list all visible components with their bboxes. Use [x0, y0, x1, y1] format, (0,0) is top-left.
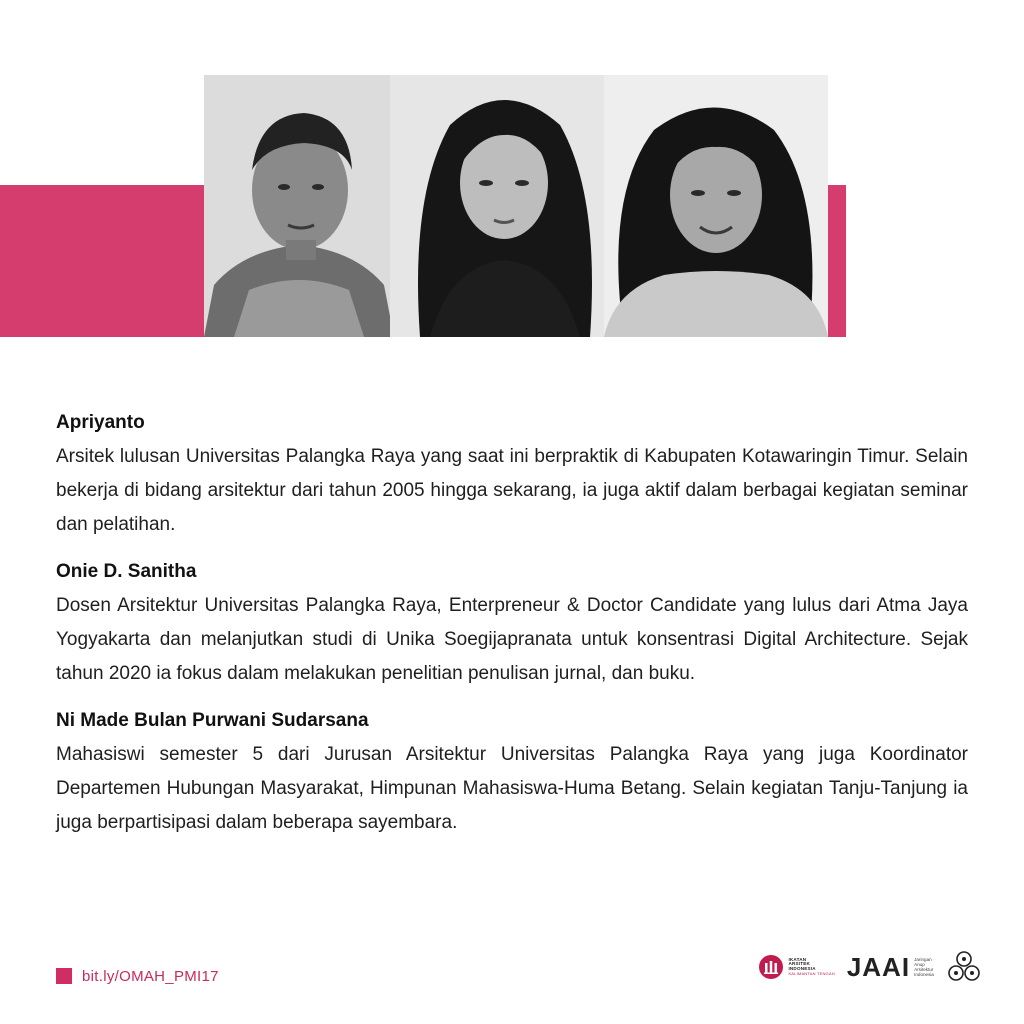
jaai-tag-4: Indonesia: [914, 972, 934, 978]
iai-line-3: INDONESIA: [788, 965, 816, 971]
jaai-logo: [847, 952, 934, 983]
iai-emblem-icon: [758, 954, 784, 980]
jaai-tag-1: Jaringan: [914, 956, 932, 962]
bio-apriyanto: [56, 406, 968, 542]
iai-line-2: ARSITEK: [788, 961, 811, 967]
partner-logos: [758, 944, 982, 990]
bio-text: Arsitek lulusan Universitas Palangka Raya yang saat ini berpraktik di Kabupaten Kotawaringin Timur. Selain bekerja di bidang arsitektur dari tahun 2005 hingga sekarang, ia juga aktif dalam berbagai kegiatan seminar dan pelatihan.: [56, 446, 968, 535]
jaai-tag-3: Arsitektur: [914, 967, 934, 972]
jaai-wordmark: JAAI: [846, 951, 911, 982]
bio-text: Dosen Arsitektur Universitas Palangka Raya, Enterpreneur & Doctor Candidate yang lulus dari Atma Jaya Yogyakarta dan melanjutkan studi di Unika Soegijapranata untuk konsentrasi Digital Architecture. Sejak tahun 2020 ia fokus dalam melakukan penelitian penulisan jurnal, dan buku.: [56, 595, 968, 684]
bio-name: Apriyanto: [56, 412, 145, 433]
bio-text: Mahasiswi semester 5 dari Jurusan Arsitektur Universitas Palangka Raya yang juga Koordinator Departemen Hubungan Masyarakat, Himpunan Mahasiswa-Huma Betang. Selain kegiatan Tanju-Tanjung ia juga berpartisipasi dalam beberapa sayembara.: [56, 744, 968, 833]
speaker-bios: [56, 406, 968, 853]
link-square-icon: [56, 968, 72, 984]
bio-ni-made: [56, 704, 968, 840]
omah-triple-circle-icon: [946, 949, 982, 985]
iai-line-1: IKATAN: [788, 956, 807, 962]
iai-sub: KALIMANTAN TENGAH: [788, 971, 835, 977]
speaker-photos: [204, 75, 832, 337]
footer-link[interactable]: [56, 966, 219, 986]
bio-onie: [56, 555, 968, 691]
registration-link[interactable]: bit.ly/OMAH_PMI17: [82, 967, 219, 985]
portrait-man-icon: [204, 75, 394, 337]
bio-name: Onie D. Sanitha: [56, 561, 197, 582]
bio-name: Ni Made Bulan Purwani Sudarsana: [56, 710, 369, 731]
portrait-woman-long-hair-icon: [390, 75, 618, 337]
portrait-woman-smiling-icon: [604, 75, 828, 337]
jaai-tag-2: Anup: [914, 961, 925, 967]
iai-logo: [758, 954, 834, 980]
